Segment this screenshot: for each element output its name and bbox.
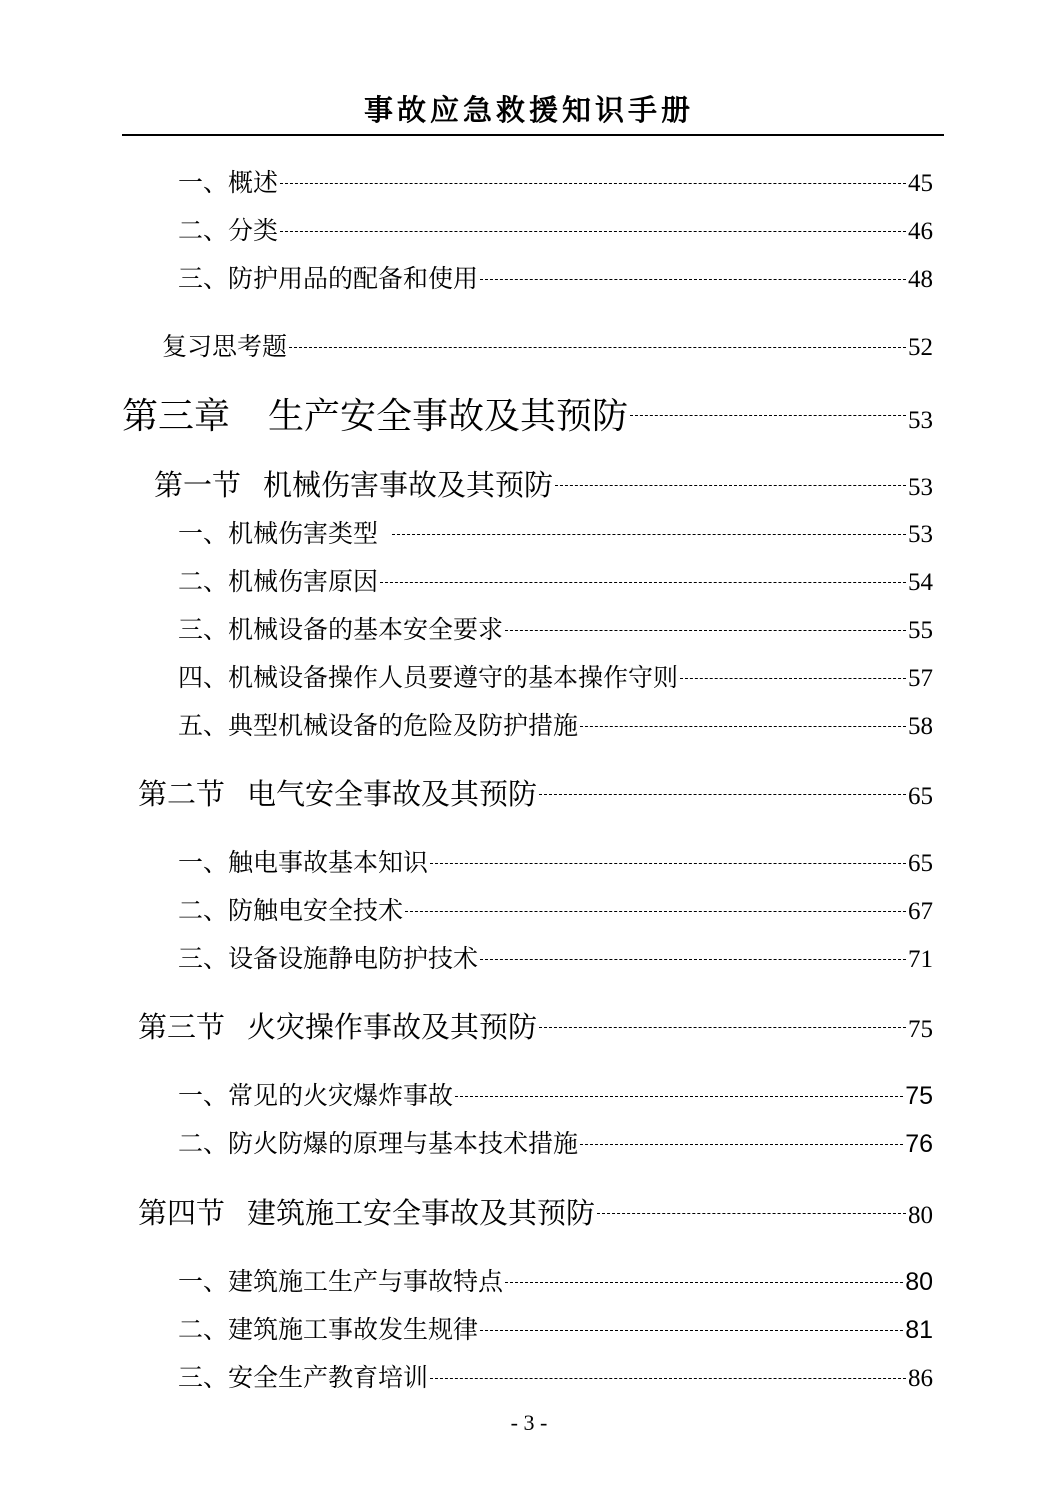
toc-entry-page: 81 (905, 1316, 933, 1344)
toc-entry-label: 二、建筑施工事故发生规律 (178, 1315, 479, 1344)
dot-leader (430, 863, 906, 864)
toc-entry-page: 55 (908, 617, 933, 644)
toc-section-entry[interactable] (138, 1005, 933, 1046)
toc-entry-page: 48 (908, 266, 933, 293)
chapter-number: 第三章 (122, 396, 231, 437)
dot-leader (480, 279, 906, 280)
toc-entry-page: 54 (908, 569, 933, 596)
toc-entry[interactable] (178, 1358, 933, 1394)
toc-entry-label: 三、机械设备的基本安全要求 (178, 615, 504, 644)
toc-entry-page: 46 (908, 218, 933, 245)
toc-section-label (138, 1191, 595, 1232)
toc-entry[interactable] (178, 514, 933, 550)
dot-leader (289, 347, 906, 348)
dot-leader (580, 726, 906, 727)
dot-leader (455, 1096, 903, 1097)
header-rule (122, 134, 944, 136)
toc-entry[interactable] (178, 1124, 933, 1160)
dot-leader (430, 1378, 906, 1379)
section-number: 第三节 (138, 1010, 226, 1044)
section-number: 第二节 (138, 777, 226, 811)
toc-entry-label: 三、设备设施静电防护技术 (178, 944, 479, 973)
section-number: 第四节 (138, 1196, 226, 1230)
toc-entry[interactable] (178, 610, 933, 646)
toc-entry-page: 71 (908, 946, 933, 973)
toc-entry[interactable] (178, 658, 933, 694)
dot-leader (555, 485, 906, 486)
toc-entry-page: 80 (905, 1268, 933, 1296)
toc-entry-label: 三、安全生产教育培训 (178, 1363, 429, 1392)
toc-entry-page: 75 (908, 1016, 933, 1043)
toc-entry-label: 四、机械设备操作人员要遵守的基本操作守则 (178, 663, 679, 692)
toc-entry[interactable] (178, 562, 933, 598)
dot-leader (680, 678, 906, 679)
toc-entry[interactable] (178, 939, 933, 975)
section-title: 电气安全事故及其预防 (247, 777, 538, 811)
dot-leader (280, 231, 906, 232)
toc-entry[interactable] (178, 259, 933, 295)
toc-entry-label: 一、触电事故基本知识 (178, 848, 429, 877)
toc-entry-page: 65 (908, 850, 933, 877)
toc-entry-label: 二、机械伤害原因 (178, 567, 379, 596)
toc-section-label (154, 463, 553, 504)
toc-section-entry[interactable] (138, 772, 933, 813)
toc-entry[interactable] (178, 843, 933, 879)
dot-leader (405, 911, 906, 912)
toc-entry-page: 53 (908, 474, 933, 501)
toc-entry-label: 五、典型机械设备的危险及防护措施 (178, 711, 579, 740)
toc-section-label (138, 772, 537, 813)
toc-entry-label: 一、建筑施工生产与事故特点 (178, 1267, 504, 1296)
toc-section-label (138, 1005, 537, 1046)
toc-entry[interactable] (178, 1076, 933, 1112)
toc-entry-label: 三、防护用品的配备和使用 (178, 264, 479, 293)
toc-entry[interactable] (178, 1310, 933, 1346)
toc-entry-page: 86 (908, 1365, 933, 1392)
toc-review-entry[interactable] (162, 327, 933, 363)
toc-entry-label: 二、分类 (178, 216, 279, 245)
dot-leader (505, 630, 906, 631)
toc-entry-page: 53 (908, 521, 933, 548)
section-title: 火灾操作事故及其预防 (247, 1010, 538, 1044)
toc-entry-page: 65 (908, 783, 933, 810)
toc-entry-label: 二、防火防爆的原理与基本技术措施 (178, 1129, 579, 1158)
toc-entry-page: 75 (905, 1082, 933, 1110)
chapter-title: 生产安全事故及其预防 (268, 396, 629, 437)
section-title: 机械伤害事故及其预防 (263, 468, 554, 502)
toc-entry-label: 一、机械伤害类型 (178, 519, 379, 548)
section-title: 建筑施工安全事故及其预防 (247, 1196, 596, 1230)
toc-chapter-entry[interactable] (122, 388, 933, 439)
toc-entry-page: 53 (908, 407, 933, 434)
dot-leader (580, 1144, 903, 1145)
toc-entry-page: 57 (908, 665, 933, 692)
dot-leader (392, 534, 906, 535)
dot-leader (597, 1213, 906, 1214)
toc-entry-page: 76 (905, 1130, 933, 1158)
dot-leader (539, 1027, 906, 1028)
dot-leader (380, 582, 906, 583)
toc-entry-page: 80 (908, 1202, 933, 1229)
dot-leader (480, 959, 906, 960)
toc-entry-label: 一、常见的火灾爆炸事故 (178, 1081, 454, 1110)
toc-section-entry[interactable] (154, 463, 933, 504)
page-header-title: 事故应急救援知识手册 (363, 93, 694, 127)
dot-leader (505, 1282, 903, 1283)
toc-entry-label: 一、概述 (178, 168, 279, 197)
toc-entry[interactable] (178, 163, 933, 199)
toc-entry-page: 45 (908, 170, 933, 197)
toc-entry-page: 58 (908, 713, 933, 740)
toc-entry-label: 二、防触电安全技术 (178, 896, 404, 925)
dot-leader (630, 415, 906, 416)
toc-section-entry[interactable] (138, 1191, 933, 1232)
toc-entry-label: 复习思考题 (162, 332, 288, 361)
dot-leader (539, 794, 906, 795)
toc-entry[interactable] (178, 1262, 933, 1298)
section-number: 第一节 (154, 468, 242, 502)
toc-chapter-label (122, 388, 628, 439)
page-number-footer: - 3 - (510, 1410, 548, 1435)
toc-entry[interactable] (178, 211, 933, 247)
toc-entry-page: 67 (908, 898, 933, 925)
toc-entry-page: 52 (908, 334, 933, 361)
toc-entry[interactable] (178, 891, 933, 927)
toc-entry[interactable] (178, 706, 933, 742)
dot-leader (280, 183, 906, 184)
dot-leader (480, 1330, 903, 1331)
